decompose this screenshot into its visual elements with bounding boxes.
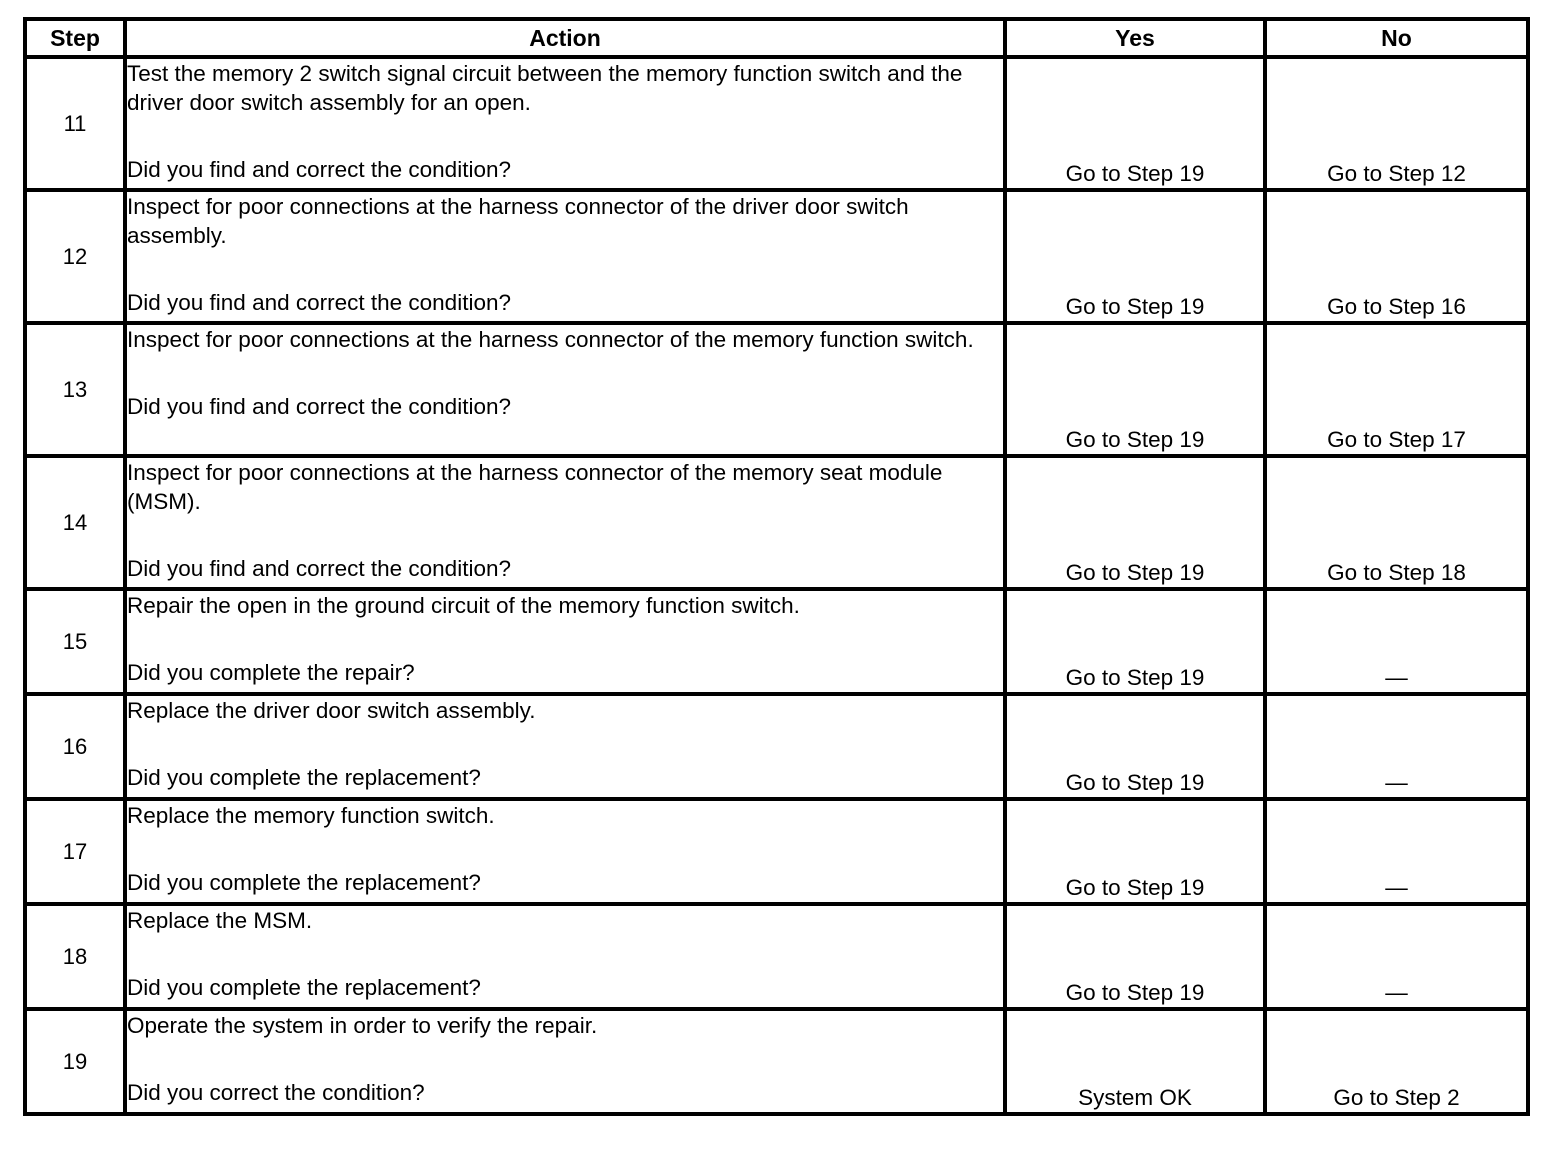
- action-question: Did you find and correct the condition?: [127, 290, 511, 315]
- header-no: No: [1265, 19, 1528, 57]
- action-question: Did you complete the replacement?: [127, 870, 481, 895]
- yes-result: System OK: [1005, 1009, 1265, 1114]
- no-result: —: [1265, 904, 1528, 1009]
- table-row: [25, 456, 1528, 589]
- no-result: Go to Step 2: [1265, 1009, 1528, 1114]
- action-text: Repair the open in the ground circuit of the memory function switch.: [127, 593, 800, 618]
- no-result: Go to Step 17: [1265, 323, 1528, 456]
- table-row: [25, 323, 1528, 456]
- step-number: 13: [25, 323, 125, 456]
- action-question: Did you find and correct the condition?: [127, 157, 511, 182]
- action-question: Did you correct the condition?: [127, 1080, 425, 1105]
- action-question: Did you complete the repair?: [127, 660, 415, 685]
- header-action: Action: [125, 19, 1005, 57]
- action-cell: [125, 694, 1005, 799]
- no-result: Go to Step 18: [1265, 456, 1528, 589]
- action-cell: [125, 589, 1005, 694]
- action-cell: [125, 323, 1005, 456]
- step-number: 12: [25, 190, 125, 323]
- action-question: Did you complete the replacement?: [127, 765, 481, 790]
- action-cell: [125, 190, 1005, 323]
- action-text: Replace the MSM.: [127, 908, 313, 933]
- action-question: Did you find and correct the condition?: [127, 394, 511, 419]
- table-row: [25, 589, 1528, 694]
- header-row: [25, 19, 1528, 57]
- yes-result: Go to Step 19: [1005, 799, 1265, 904]
- table-row: [25, 57, 1528, 190]
- table-row: [25, 694, 1528, 799]
- action-cell: [125, 456, 1005, 589]
- action-cell: [125, 1009, 1005, 1114]
- action-text: Inspect for poor connections at the harness connector of the memory function switch.: [127, 327, 974, 352]
- step-number: 14: [25, 456, 125, 589]
- action-question: Did you complete the replacement?: [127, 975, 481, 1000]
- action-text: Replace the memory function switch.: [127, 803, 495, 828]
- table-row: [25, 799, 1528, 904]
- no-result: —: [1265, 694, 1528, 799]
- diagnostic-table: [23, 17, 1530, 1116]
- action-cell: [125, 799, 1005, 904]
- action-cell: [125, 904, 1005, 1009]
- yes-result: Go to Step 19: [1005, 904, 1265, 1009]
- step-number: 19: [25, 1009, 125, 1114]
- step-number: 18: [25, 904, 125, 1009]
- yes-result: Go to Step 19: [1005, 589, 1265, 694]
- action-text: Inspect for poor connections at the harness connector of the memory seat module (MSM).: [127, 460, 943, 514]
- action-cell: [125, 57, 1005, 190]
- step-number: 11: [25, 57, 125, 190]
- action-text: Test the memory 2 switch signal circuit between the memory function switch and the driver door switch assembly for an open.: [127, 61, 963, 115]
- no-result: Go to Step 12: [1265, 57, 1528, 190]
- table-row: [25, 190, 1528, 323]
- step-number: 16: [25, 694, 125, 799]
- yes-result: Go to Step 19: [1005, 323, 1265, 456]
- step-number: 15: [25, 589, 125, 694]
- no-result: —: [1265, 799, 1528, 904]
- no-result: Go to Step 16: [1265, 190, 1528, 323]
- yes-result: Go to Step 19: [1005, 456, 1265, 589]
- yes-result: Go to Step 19: [1005, 694, 1265, 799]
- action-question: Did you find and correct the condition?: [127, 556, 511, 581]
- header-step: Step: [25, 19, 125, 57]
- no-result: —: [1265, 589, 1528, 694]
- step-number: 17: [25, 799, 125, 904]
- yes-result: Go to Step 19: [1005, 57, 1265, 190]
- table-row: [25, 1009, 1528, 1114]
- yes-result: Go to Step 19: [1005, 190, 1265, 323]
- action-text: Inspect for poor connections at the harness connector of the driver door switch assembly.: [127, 194, 909, 248]
- header-yes: Yes: [1005, 19, 1265, 57]
- action-text: Operate the system in order to verify the repair.: [127, 1013, 598, 1038]
- action-text: Replace the driver door switch assembly.: [127, 698, 536, 723]
- table-row: [25, 904, 1528, 1009]
